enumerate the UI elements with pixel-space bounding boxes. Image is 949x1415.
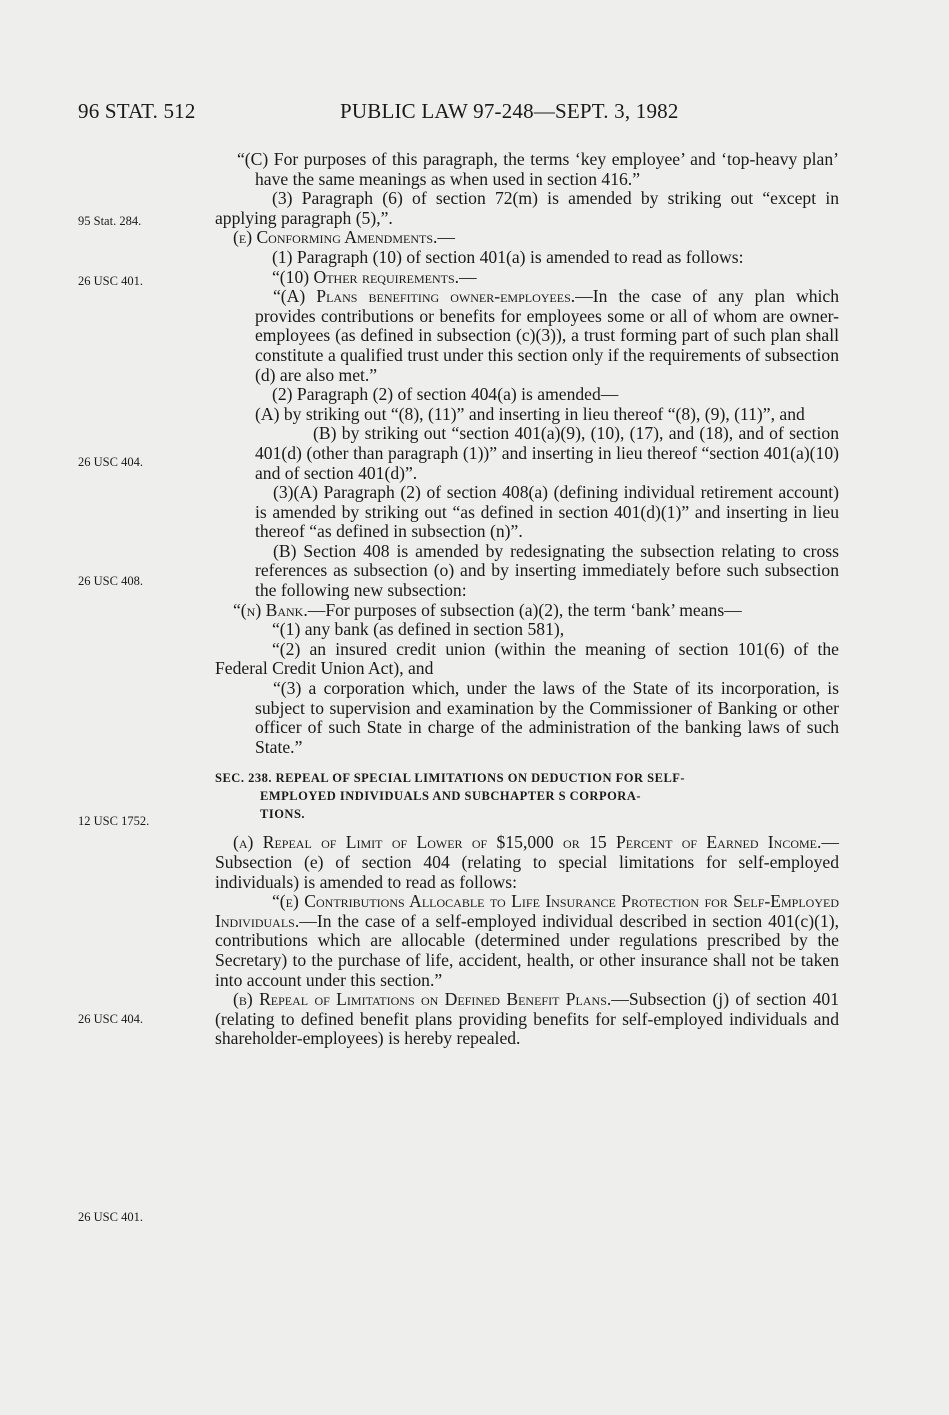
heading-text: “(e) Contributions Allocable to Life Insurance Protection for Self-Employed Individuals. [215,891,839,931]
heading-text: “(n) Bank. [233,599,308,620]
subsection-b [215,990,839,1049]
paragraph-text: —For purposes of subsection (a)(2), the term ‘bank’ means— [307,599,742,620]
margin-note-26-usc-404: 26 USC 404. [78,455,143,469]
margin-note-26-usc-401: 26 USC 401. [78,274,143,288]
paragraph-c: “(C) For purposes of this paragraph, the terms ‘key employee’ and ‘top-heavy plan’ have the same meanings as when used in section 416.” [237,149,839,189]
subsection-e-heading [215,228,839,248]
subsection-n [215,601,839,621]
paragraph-a [215,287,839,385]
margin-note-26-usc-401-b: 26 USC 401. [78,1210,143,1224]
section-238-heading [215,769,839,823]
paragraph-e3b: (B) Section 408 is amended by redesignating the subsection relating to cross references as subsection (o) and by inserting immediately before such subsection the following new subsection: [255,540,839,601]
section-heading-line: SEC. 238. REPEAL OF SPECIAL LIMITATIONS ON DEDUCTION FOR SELF- [215,771,686,786]
margin-note-26-usc-408: 26 USC 408. [78,574,143,588]
paragraph-10-heading [215,268,839,288]
section-heading-line: EMPLOYED INDIVIDUALS AND SUBCHAPTER S CORPORA- [260,789,642,804]
section-heading-line: TIONS. [260,807,306,822]
running-header-title: PUBLIC LAW 97-248—SEPT. 3, 1982 [340,99,679,123]
paragraph-e2: (2) Paragraph (2) of section 404(a) is amended— [272,384,619,405]
heading-text: (a) Repeal of Limit of Lower of $15,000 or 15 Percent of Earned Income. [233,832,822,853]
subsection-n1: “(1) any bank (as defined in section 581), [272,619,565,640]
paragraph-e2b: (B) by striking out “section 401(a)(9), (10), (17), and (18), and of section 401(d) (other than paragraph (1))” and inserting in lieu thereof “section 401(a)(10) and of section 401(d)”. [255,423,839,483]
document-body [215,150,839,1049]
heading-text: (b) Repeal of Limitations on Defined Benefit Plans. [233,989,612,1010]
paragraph-e2a: (A) by striking out “(8), (11)” and inserting in lieu thereof “(8), (9), (11)”, and [255,403,805,424]
margin-note-95-stat-284: 95 Stat. 284. [78,214,142,228]
paragraph-text: —In the case of any plan which provides contributions or benefits for employees some or all of whom are owner-employees (as defined in subsection (c)(3)), a trust forming part of such plan shall constitute a qualified trust under this section only if the requirements of subsection (d) are also met.” [255,286,839,385]
paragraph-text: —In the case of a self-employed individual described in section 401(c)(1), contributions which are allocable (determined under regulations prescribed by the Secretary) to the purchase of life, accident, health, or other insurance shall not be taken into account under this section.” [215,910,839,990]
paragraph-text: —Subsection (j) of section 401 (relating to defined benefit plans providing benefits for self-employed individuals and shareholder-employees) is hereby repealed. [215,989,839,1049]
paragraph-e3a: (3)(A) Paragraph (2) of section 408(a) (defining individual retirement account) is amended by striking out “as defined in section 401(d)(1)” and inserting in lieu thereof “as defined in subsection (n)”. [255,482,839,542]
paragraph-text: —Subsection (e) of section 404 (relating to special limitations for self-employed individuals) is amended to read as follows: [215,832,839,892]
paragraph-e1: (1) Paragraph (10) of section 401(a) is amended to read as follows: [272,246,744,267]
subsection-n3: “(3) a corporation which, under the laws of the State of its incorporation, is subject to supervision and examination by the Commissioner of Banking or other officer of such State in charge of the administration of the banking laws of such State.” [255,678,839,757]
heading-text: “(A) Plans benefiting owner-employees. [273,286,576,307]
heading-text: (e) Conforming Amendments.— [233,227,455,248]
paragraph-3: (3) Paragraph (6) of section 72(m) is amended by striking out “except in applying paragraph (5),”. [215,188,839,228]
subsection-n2: “(2) an insured credit union (within the meaning of section 101(6) of the Federal Credit Union Act), and [215,638,839,679]
margin-note-26-usc-404-b: 26 USC 404. [78,1012,143,1026]
margin-note-12-usc-1752: 12 USC 1752. [78,814,150,828]
subsection-a [215,833,839,892]
page-reference: 96 STAT. 512 [78,99,196,123]
heading-text: “(10) Other requirements.— [272,266,477,287]
subsection-e-quoted [215,892,839,990]
